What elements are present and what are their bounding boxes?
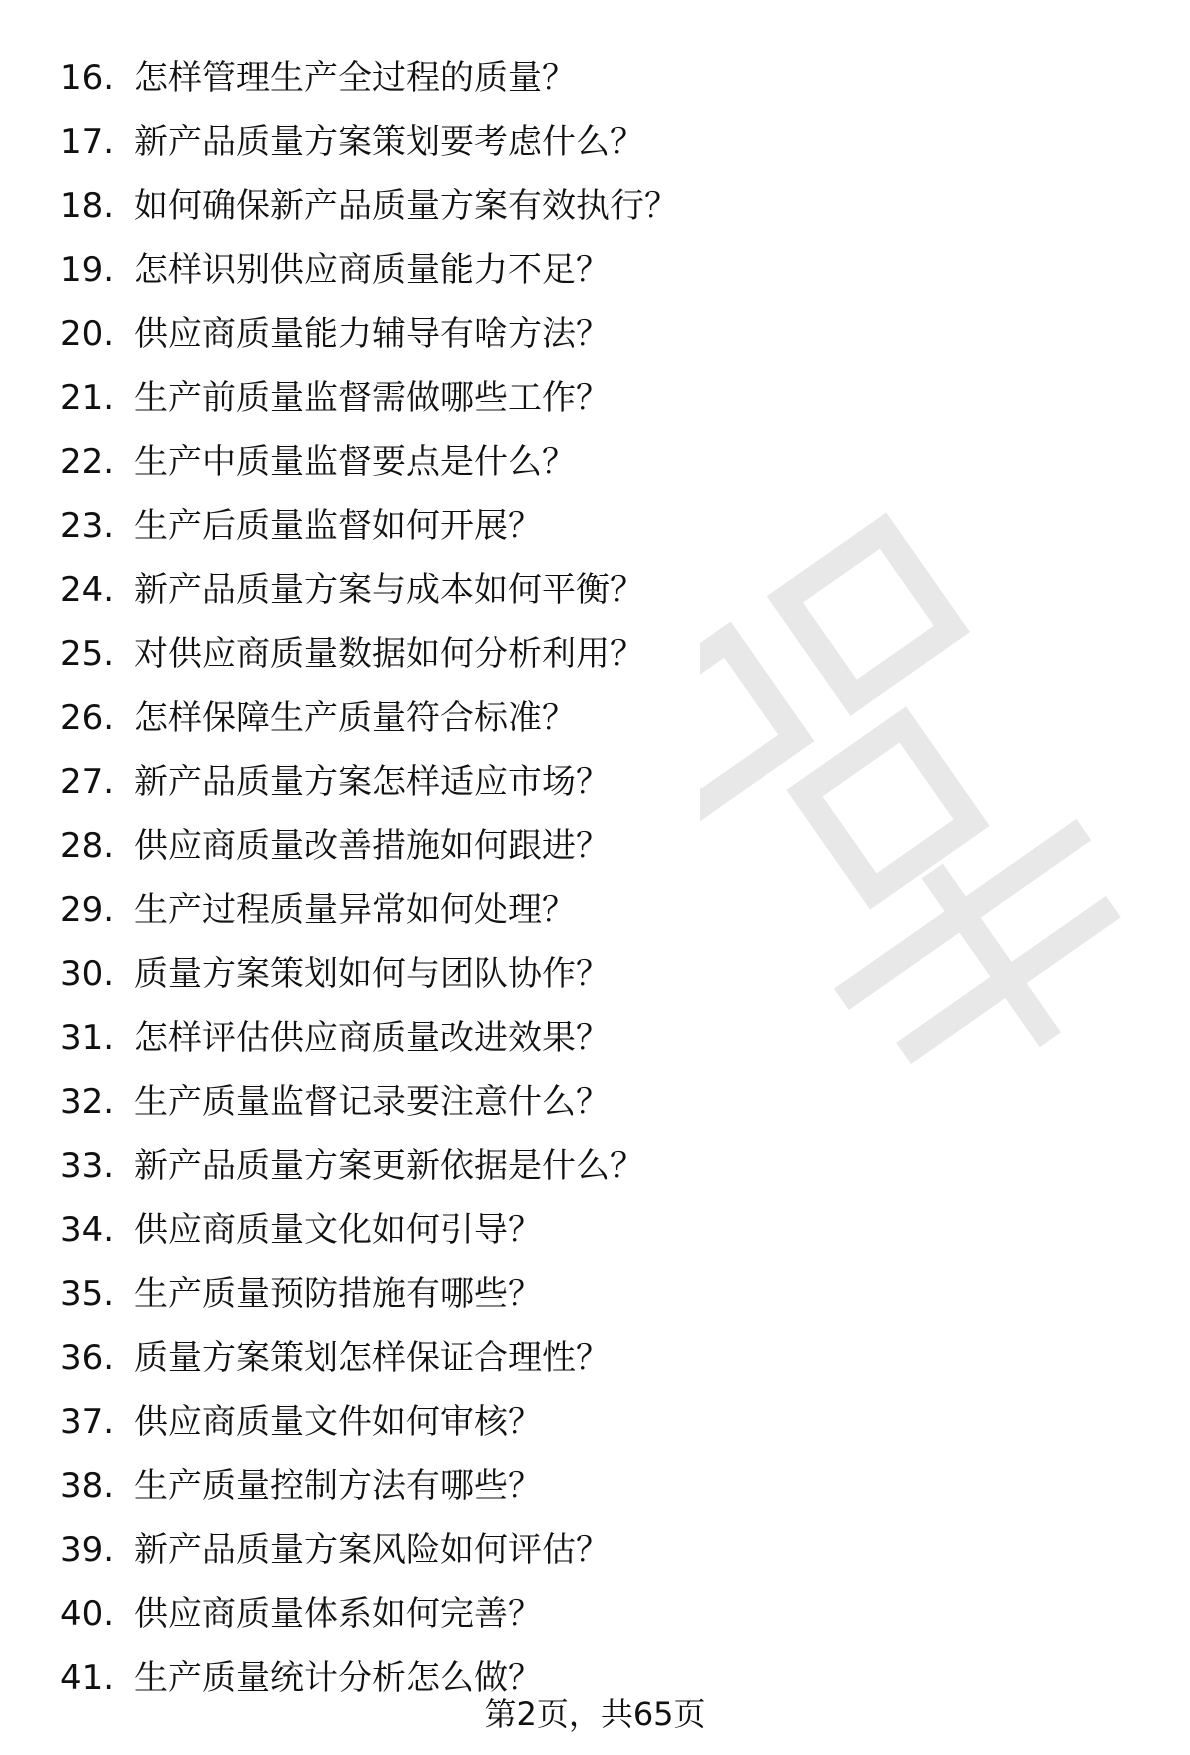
- question-text: 生产前质量监督需做哪些工作？: [134, 378, 610, 418]
- list-item: [60, 750, 1120, 814]
- list-item: [60, 1518, 1120, 1582]
- question-text: 对供应商质量数据如何分析利用？: [134, 634, 644, 674]
- list-item: [60, 430, 1120, 494]
- question-number: 18.: [60, 186, 115, 226]
- question-text: 生产过程质量异常如何处理？: [134, 890, 576, 930]
- list-item: [60, 1326, 1120, 1390]
- question-text: 如何确保新产品质量方案有效执行？: [134, 186, 678, 226]
- list-item: [60, 1262, 1120, 1326]
- question-text: 怎样评估供应商质量改进效果？: [134, 1018, 610, 1058]
- question-number: 38.: [60, 1466, 115, 1506]
- list-item: [60, 174, 1120, 238]
- list-item: [60, 942, 1120, 1006]
- question-text: 新产品质量方案策划要考虑什么？: [134, 122, 644, 162]
- question-number: 41.: [60, 1658, 115, 1698]
- list-item: [60, 1390, 1120, 1454]
- question-text: 生产中质量监督要点是什么？: [134, 442, 576, 482]
- question-number: 34.: [60, 1210, 115, 1250]
- question-number: 17.: [60, 122, 115, 162]
- question-number: 26.: [60, 698, 115, 738]
- question-text: 新产品质量方案怎样适应市场？: [134, 762, 610, 802]
- list-item: [60, 686, 1120, 750]
- question-number: 33.: [60, 1146, 115, 1186]
- question-number: 24.: [60, 570, 115, 610]
- question-text: 生产质量预防措施有哪些？: [134, 1274, 542, 1314]
- question-text: 供应商质量体系如何完善？: [134, 1594, 542, 1634]
- question-number: 20.: [60, 314, 115, 354]
- question-text: 怎样保障生产质量符合标准？: [134, 698, 576, 738]
- question-text: 新产品质量方案更新依据是什么？: [134, 1146, 644, 1186]
- list-item: [60, 1070, 1120, 1134]
- question-list: [60, 46, 1120, 1710]
- question-number: 29.: [60, 890, 115, 930]
- list-item: [60, 1582, 1120, 1646]
- question-text: 质量方案策划怎样保证合理性？: [134, 1338, 610, 1378]
- question-text: 怎样管理生产全过程的质量？: [134, 58, 576, 98]
- question-number: 40.: [60, 1594, 115, 1634]
- question-number: 25.: [60, 634, 115, 674]
- question-number: 23.: [60, 506, 115, 546]
- question-number: 32.: [60, 1082, 115, 1122]
- question-text: 生产质量控制方法有哪些？: [134, 1466, 542, 1506]
- question-number: 31.: [60, 1018, 115, 1058]
- list-item: [60, 366, 1120, 430]
- question-text: 质量方案策划如何与团队协作？: [134, 954, 610, 994]
- question-number: 22.: [60, 442, 115, 482]
- list-item: [60, 46, 1120, 110]
- list-item: [60, 878, 1120, 942]
- question-text: 怎样识别供应商质量能力不足？: [134, 250, 610, 290]
- question-text: 供应商质量文化如何引导？: [134, 1210, 542, 1250]
- list-item: [60, 302, 1120, 366]
- question-number: 36.: [60, 1338, 115, 1378]
- question-text: 生产质量统计分析怎么做？: [134, 1658, 542, 1698]
- question-number: 30.: [60, 954, 115, 994]
- list-item: [60, 1006, 1120, 1070]
- question-text: 生产质量监督记录要注意什么？: [134, 1082, 610, 1122]
- list-item: [60, 1454, 1120, 1518]
- question-number: 21.: [60, 378, 115, 418]
- question-number: 35.: [60, 1274, 115, 1314]
- list-item: [60, 494, 1120, 558]
- question-text: 供应商质量改善措施如何跟进？: [134, 826, 610, 866]
- question-number: 16.: [60, 58, 115, 98]
- question-text: 新产品质量方案与成本如何平衡？: [134, 570, 644, 610]
- list-item: [60, 1134, 1120, 1198]
- question-number: 39.: [60, 1530, 115, 1570]
- list-item: [60, 558, 1120, 622]
- question-number: 37.: [60, 1402, 115, 1442]
- question-text: 生产后质量监督如何开展？: [134, 506, 542, 546]
- question-number: 19.: [60, 250, 115, 290]
- list-item: [60, 238, 1120, 302]
- question-text: 新产品质量方案风险如何评估？: [134, 1530, 610, 1570]
- question-text: 供应商质量文件如何审核？: [134, 1402, 542, 1442]
- list-item: [60, 622, 1120, 686]
- list-item: [60, 110, 1120, 174]
- question-number: 28.: [60, 826, 115, 866]
- list-item: [60, 814, 1120, 878]
- question-number: 27.: [60, 762, 115, 802]
- question-text: 供应商质量能力辅导有啥方法？: [134, 314, 610, 354]
- page-footer: 第2页，共65页: [484, 1695, 706, 1733]
- list-item: [60, 1198, 1120, 1262]
